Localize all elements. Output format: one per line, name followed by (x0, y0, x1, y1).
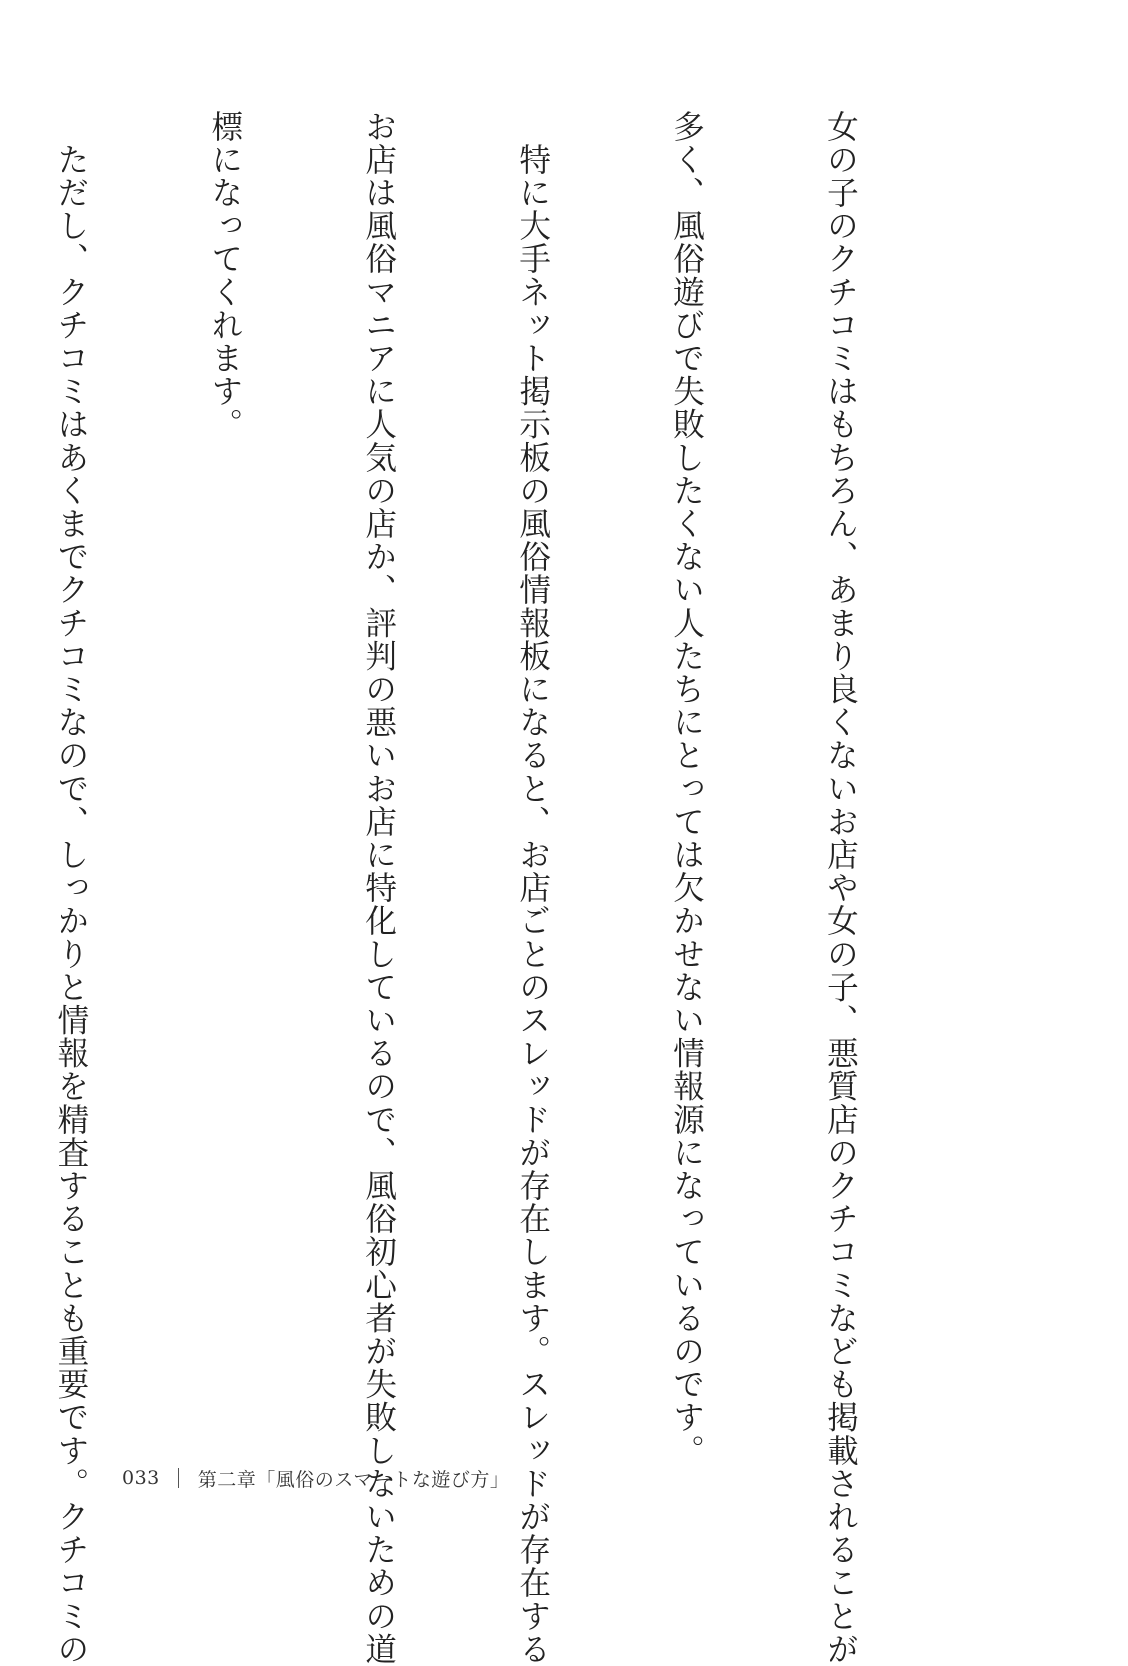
footer-divider (178, 1468, 179, 1488)
text-line: 特に大手ネット掲示板の風俗情報板になると、お店ごとのスレッドが存在します。スレッドが存在する (514, 110, 551, 1666)
text-line: お店は風俗マニアに人気の店か、評判の悪いお店に特化しているので、風俗初心者が失敗しないための道 (360, 110, 397, 1666)
text-line: ただし、クチコミはあくまでクチコミなので、しっかりと情報を精査することも重要です。クチコミの (52, 110, 89, 1666)
text-line: 標になってくれます。 (206, 110, 243, 441)
chapter-title: 第二章「風俗のスマートな遊び方」 (197, 1468, 510, 1491)
page-number: 033 (122, 1467, 160, 1489)
page-footer (122, 1463, 509, 1493)
text-line: 多く、風俗遊びで失敗したくない人たちにとっては欠かせない情報源になっているのです。 (668, 110, 705, 1468)
text-line: 女の子のクチコミはもちろん、あまり良くないお店や女の子、悪質店のクチコミなども掲載されることが (822, 110, 859, 1666)
